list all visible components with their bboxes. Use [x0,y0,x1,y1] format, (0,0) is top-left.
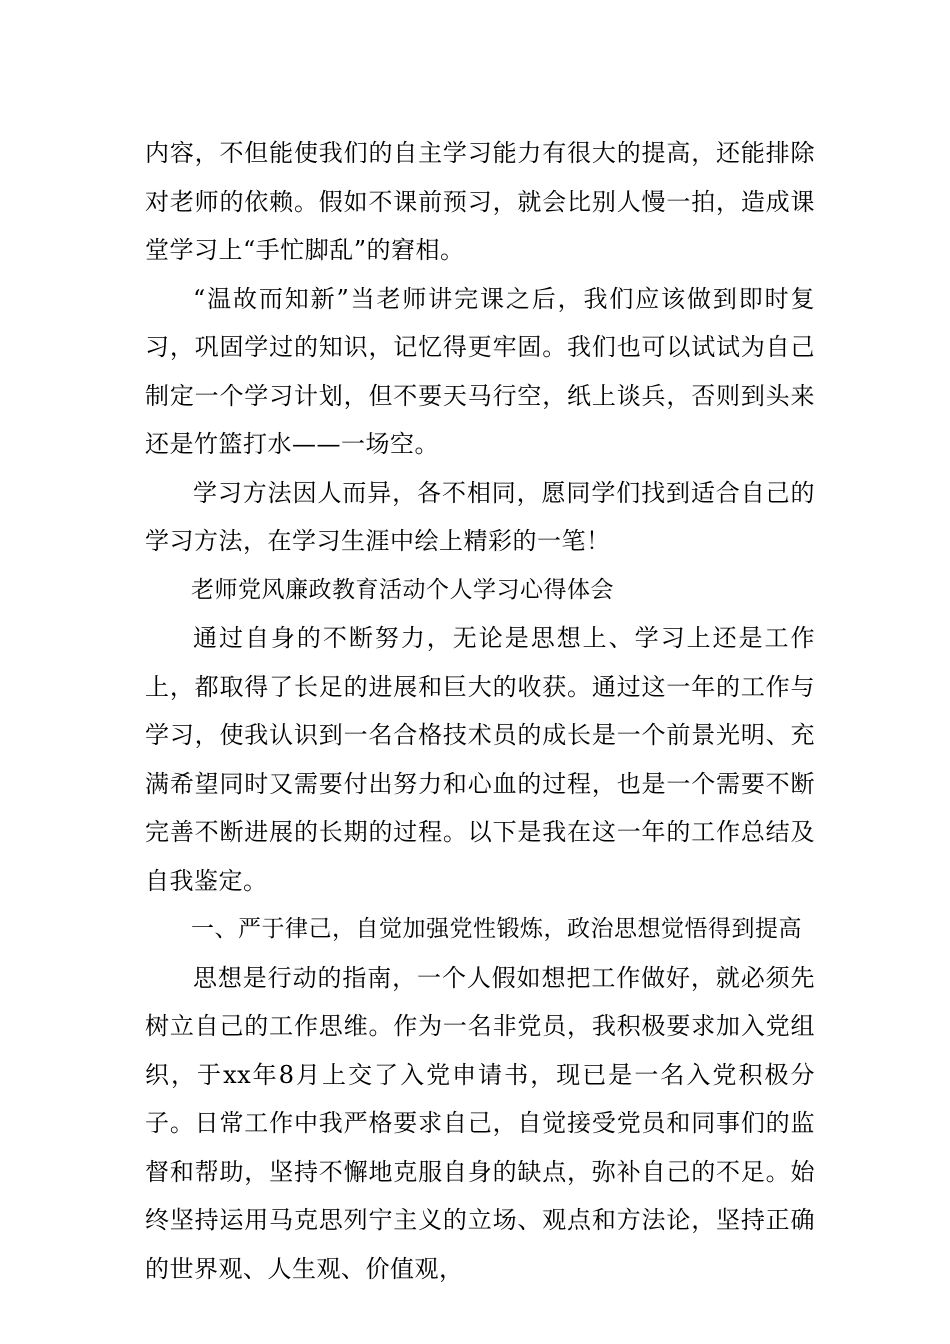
paragraph-review: “温故而知新”当老师讲完课之后，我们应该做到即时复习，巩固学过的知识，记忆得更牢固。我们也可以试试为自己制定一个学习计划，但不要天马行空，纸上谈兵，否则到头来还是竹篮打水——一场空。 [145,284,815,458]
paragraph-study-method: 学习方法因人而异，各不相同，愿同学们找到适合自己的学习方法，在学习生涯中绘上精彩的一笔！ [145,478,815,555]
paragraph-preview-continuation: 内容，不但能使我们的自主学习能力有很大的提高，还能排除对老师的依赖。假如不课前预习，就会比别人慢一拍，造成课堂学习上“手忙脚乱”的窘相。 [145,139,815,264]
paragraph-thought: 思想是行动的指南，一个人假如想把工作做好，就必须先树立自己的工作思维。作为一名非党员，我积极要求加入党组织，于xx年8月上交了入党申请书，现已是一名入党积极分子。日常工作中我严格要求自己，自觉接受党员和同事们的监督和帮助，坚持不懈地克服自身的缺点，弥补自己的不足。始终坚持运用马克思列宁主义的立场、观点和方法论，坚持正确的世界观、人生观、价值观， [145,963,815,1283]
section-title: 老师党风廉政教育活动个人学习心得体会 [191,576,614,603]
paragraph-intro: 通过自身的不断努力，无论是思想上、学习上还是工作上，都取得了长足的进展和巨大的收获。通过这一年的工作与学习，使我认识到一名合格技术员的成长是一个前景光明、充满希望同时又需要付出努力和心血的过程，也是一个需要不断完善不断进展的长期的过程。以下是我在这一年的工作总结及自我鉴定。 [145,624,815,895]
subsection-heading-1: 一、严于律己，自觉加强党性锻炼，政治思想觉悟得到提高 [191,916,802,942]
document-body [145,129,815,1293]
